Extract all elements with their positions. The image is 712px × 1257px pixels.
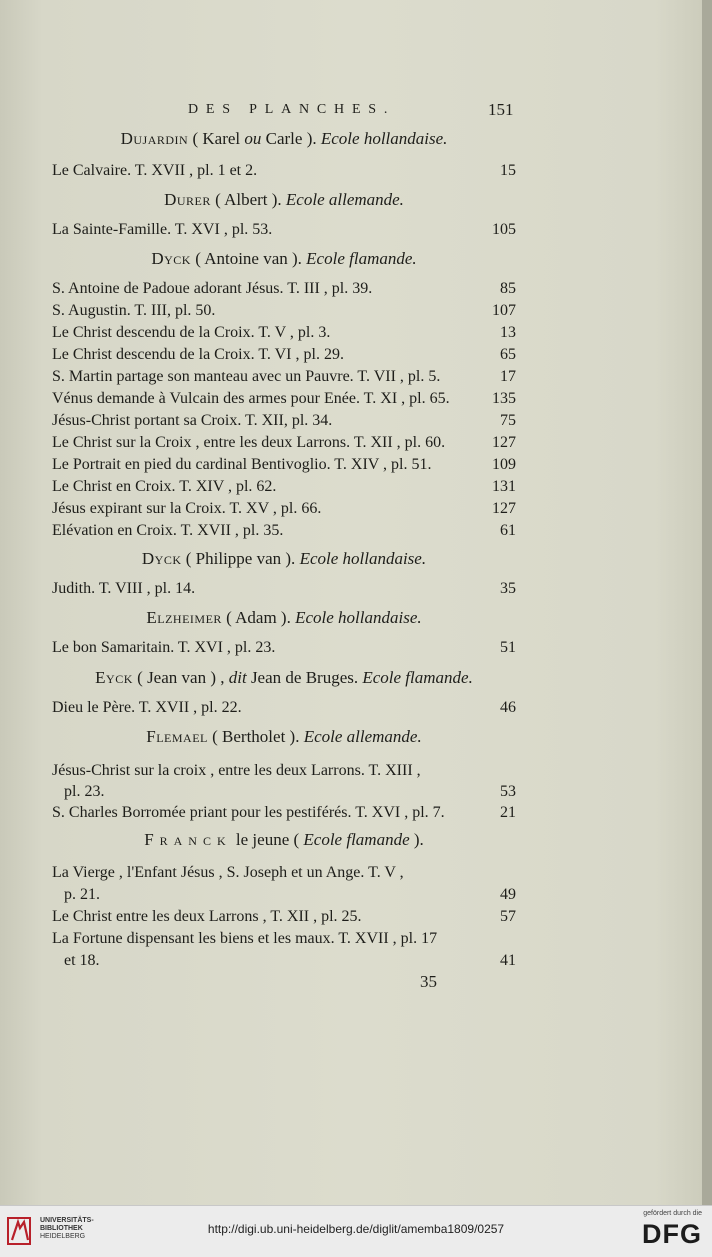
entry-text: Jésus-Christ sur la croix , entre les deux Larrons. T. XIII ,: [52, 762, 421, 779]
school-name: Ecole allemande.: [303, 727, 422, 746]
entry-text: Le Christ sur la Croix , entre les deux Larrons. T. XII , pl. 60.: [52, 434, 446, 451]
dfg-logo[interactable]: DFG: [642, 1219, 702, 1249]
plate-entry: [52, 760, 516, 781]
entry-text: Le Portrait en pied du cardinal Bentivoglio. T. XIV , pl. 51.: [52, 456, 432, 473]
plate-entry: [52, 278, 516, 299]
plate-entry: [52, 697, 516, 718]
section-heading: Franck le jeune ( Ecole flamande ).: [144, 830, 424, 849]
plate-entry-continuation: [52, 781, 516, 802]
entry-page: 46: [500, 699, 516, 716]
plate-entry: [52, 300, 516, 321]
section-heading: Dujardin ( Karel ou Carle ). Ecole hollandaise.: [120, 129, 448, 148]
entry-text: Le Christ descendu de la Croix. T. VI , pl. 29.: [52, 346, 344, 363]
plate-entry: [52, 802, 516, 823]
plate-entry: [52, 322, 516, 343]
entry-text: Elévation en Croix. T. XVII , pl. 35.: [52, 522, 284, 539]
plate-entry: [52, 454, 516, 475]
entry-text: S. Antoine de Padoue adorant Jésus. T. III , pl. 39.: [52, 280, 373, 297]
plate-entry: [52, 344, 516, 365]
page-edge: [702, 0, 712, 1205]
entry-page: 57: [500, 908, 516, 925]
plate-entry: [52, 476, 516, 497]
entry-page: 53: [500, 783, 516, 800]
plate-entry: [52, 906, 516, 927]
entry-text: et 18.: [64, 952, 100, 969]
school-name: Ecole hollandaise.: [295, 608, 422, 627]
artist-name: Dyck: [151, 249, 191, 268]
entry-page: 17: [500, 368, 516, 385]
artist-name: Eyck: [95, 668, 133, 687]
viewer-footer: [0, 1205, 712, 1257]
entry-page: 135: [492, 390, 516, 407]
entry-text: Judith. T. VIII , pl. 14.: [52, 580, 196, 597]
plate-entry: [52, 366, 516, 387]
plate-entry: [52, 637, 516, 658]
plate-entry: [52, 862, 516, 883]
entry-text: Le Christ descendu de la Croix. T. V , pl. 3.: [52, 324, 331, 341]
plate-entry: [52, 498, 516, 519]
entry-text: S. Martin partage son manteau avec un Pauvre. T. VII , pl. 5.: [52, 368, 441, 385]
artist-name: Dyck: [141, 549, 182, 568]
entry-page: 107: [492, 302, 516, 319]
running-head: [0, 100, 712, 126]
entry-text: La Fortune dispensant les biens et les maux. T. XVII , pl. 17: [52, 930, 438, 947]
plate-entry: [52, 928, 516, 949]
entry-text: pl. 23.: [64, 783, 105, 800]
entry-text: S. Augustin. T. III, pl. 50.: [52, 302, 216, 319]
section-heading: Flemael ( Bertholet ). Ecole allemande.: [146, 727, 422, 746]
plate-entry: [52, 432, 516, 453]
entry-page: 51: [500, 639, 516, 656]
school-name: Ecole flamande.: [362, 668, 473, 687]
school-name: Ecole flamande.: [306, 249, 417, 268]
plate-entry: [52, 219, 516, 240]
entry-page: 75: [500, 412, 516, 429]
entry-page: 85: [500, 280, 516, 297]
plate-entry: [52, 578, 516, 599]
entry-page: 65: [500, 346, 516, 363]
page-url-link[interactable]: http://digi.ub.uni-heidelberg.de/diglit/amemba1809/0257: [207, 1222, 505, 1236]
plate-entry-continuation: [52, 884, 516, 905]
entry-page: 61: [500, 522, 516, 539]
section-heading: Elzheimer ( Adam ). Ecole hollandaise.: [146, 608, 422, 627]
plate-entry: [52, 160, 516, 181]
entry-page: 41: [500, 952, 516, 969]
artist-name: Dujardin: [120, 129, 189, 148]
plate-entry: [52, 410, 516, 431]
entry-page: 109: [492, 456, 516, 473]
entry-text: Vénus demande à Vulcain des armes pour Enée. T. XI , pl. 65.: [52, 390, 450, 407]
entry-text: Dieu le Père. T. XVII , pl. 22.: [52, 699, 242, 716]
artist-name: Durer: [164, 190, 211, 209]
artist-name: Franck: [144, 830, 232, 849]
page-number: 151: [488, 100, 514, 119]
entry-page: 13: [500, 324, 516, 341]
entry-text: Le bon Samaritain. T. XVI , pl. 23.: [52, 639, 276, 656]
school-name: Ecole allemande.: [285, 190, 404, 209]
entry-text: Le Christ entre les deux Larrons , T. XII , pl. 25.: [52, 908, 362, 925]
artist-name: Elzheimer: [146, 608, 222, 627]
plate-entry: [52, 388, 516, 409]
entry-text: Le Calvaire. T. XVII , pl. 1 et 2.: [52, 162, 258, 179]
funding-note: gefördert durch die: [643, 1210, 702, 1217]
entry-page: 105: [492, 221, 516, 238]
section-heading: Dyck ( Antoine van ). Ecole flamande.: [151, 249, 417, 268]
school-name: Ecole hollandaise.: [320, 129, 448, 148]
section-heading: Eyck ( Jean van ) , dit Jean de Bruges. Ecole flamande.: [95, 668, 473, 687]
entry-page: 21: [500, 804, 516, 821]
plate-entry-continuation: [52, 950, 516, 971]
entry-page: 127: [492, 500, 516, 517]
entry-text: p. 21.: [64, 886, 100, 903]
section-heading: Durer ( Albert ). Ecole allemande.: [164, 190, 404, 209]
school-name: Ecole hollandaise.: [299, 549, 427, 568]
entry-text: Jésus expirant sur la Croix. T. XV , pl. 66.: [52, 500, 322, 517]
university-library-name: UNIVERSITÄTS- BIBLIOTHEK HEIDELBERG: [40, 1217, 94, 1240]
entry-page: 131: [492, 478, 516, 495]
entry-text: La Sainte-Famille. T. XVI , pl. 53.: [52, 221, 273, 238]
section-heading: Dyck ( Philippe van ). Ecole hollandaise.: [141, 549, 427, 568]
printer-signature: 35: [420, 972, 437, 991]
entry-text: La Vierge , l'Enfant Jésus , S. Joseph et un Ange. T. V ,: [52, 864, 404, 881]
entry-page: 127: [492, 434, 516, 451]
plate-entry: [52, 520, 516, 541]
artist-name: Flemael: [146, 727, 208, 746]
school-name: Ecole flamande: [303, 830, 410, 849]
entry-text: Jésus-Christ portant sa Croix. T. XII, pl. 34.: [52, 412, 333, 429]
entry-page: 49: [500, 886, 516, 903]
entry-text: Le Christ en Croix. T. XIV , pl. 62.: [52, 478, 277, 495]
running-head-title: DES PLANCHES.: [188, 102, 396, 117]
entry-text: S. Charles Borromée priant pour les pestiférés. T. XVI , pl. 7.: [52, 804, 445, 821]
entry-page: 15: [500, 162, 516, 179]
entry-page: 35: [500, 580, 516, 597]
